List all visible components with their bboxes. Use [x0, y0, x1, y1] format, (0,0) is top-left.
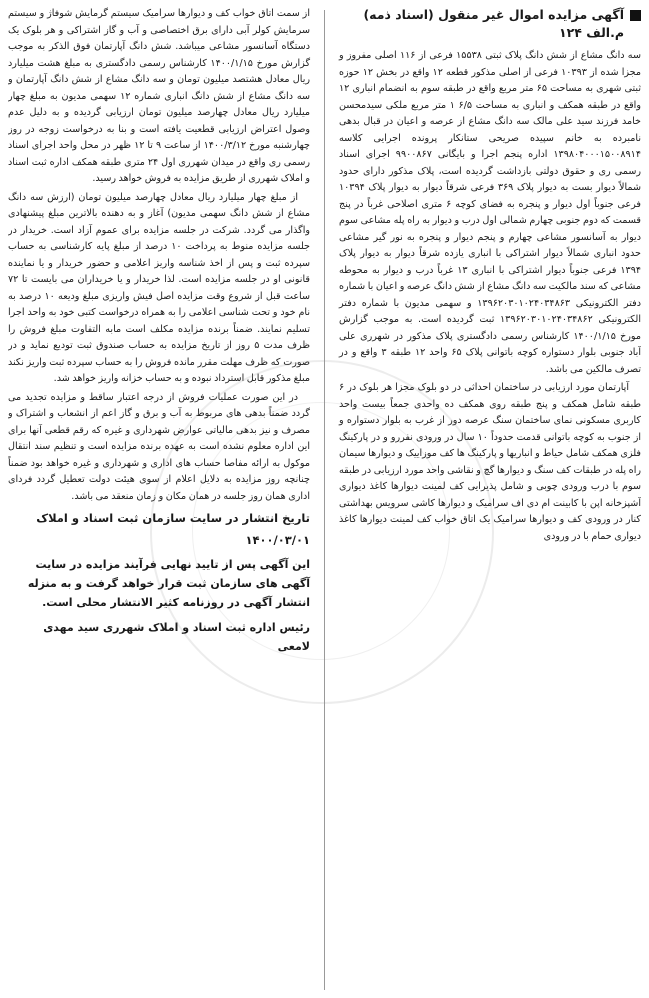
columns — [8, 6, 641, 994]
right-paragraph-1: سه دانگ مشاع از شش دانگ پلاک ثبتی ۱۵۵۳۸ فرعی از ۱۱۶ اصلی مفروز و مجزا شده از ۱۰۳۹۳ فرعی از اصلی مذکور قطعه ۱۲ واقع در بخش ۱۲ حوزه ثبتی شهری به مساحت ۶۵ متر مربع واقع در طبقه سوم به انضمام انباری ۱۲ واقع در طبقه همکف و انباری به مساحت ۶/۵ ۱ متر مربع ملکی سیدمحسن خامد فرزند سید علی مالک سه دانگ مشاع از عرصه و اعیان در قبال بدهی نامبرده به خانم سپیده صریحی ستانکار پرونده اجرایی کلاسه ۱۳۹۸۰۴۰۰۰۱۵۰۰۸۹۱۴ اداره پنجم اجرا و بایگانی ۹۹۰۰۸۶۷ اجرای اسناد رسمی ری و حقوق دولتی بازداشت گردیده است، پلاک مذکور دارای حدود شمالاً دیوار بست به دیوار پلاک ۳۶۹ فرعی شرقاً دیوار به دیوار پلاک ۱۰۳۹۴ فرعی جنوباً اول دیوار و پنجره به فضای کوچه ۶ متری اصلاحی غرباً در پنج قسمت که دوم جنوبی چهارم شمالی اول درب و دیوار به راه پله مشاعی سوم دیوار به آسانسور مشاعی چهارم و پنجم دیوار و پنجره به نور گیر مشاعی حدود انباری شمالاً دیوار اشتراکی با انباری یازده شرقاً دیوار به دیوار پلاک ۱۳۹۴ فرعی جنوباً دیوار اشتراکی با انباری ۱۳ غرباً درب و دیوار به محوطه مشاعی که سند مالکیت سه دانگ مشاع از شش دانگ عرصه و اعیان با شماره دفتر الکترونیکی ۱۳۹۶۲۰۳۰۱۰۲۴۰۳۴۸۶۳ و سهمی مدیون با شماره دفتر الکترونیکی ۱۳۹۶۲۰۳۰۱۰۲۴۰۳۴۸۶۲ ثبت گردیده است. به موجب گزارش مورخ ۱۴۰۰/۱/۱۵ کارشناس رسمی دادگستری پلاک مذکور در شهرری علی آباد جنوبی بلوار دستواره کوچه باتوانی پلاک ۶۵ واحد ۱۲ طبقه ۳ واقع و در تصرف مالکین می باشد. — [339, 50, 641, 375]
headline: آگهی مزایده اموال غیر منقول (اسناد ذمه) م.الف ۱۲۴ — [363, 7, 624, 40]
square-bullet-icon — [630, 10, 641, 21]
right-paragraph-2: آپارتمان مورد ارزیابی در ساختمان احداثی در دو بلوک مجزا هر بلوک در ۶ طبقه شامل همکف و پنج طبقه روی همکف ده واحدی جمعاً بیست واحد کاربری مسکونی نمای ساختمان سنگ عرصه دور از غرب به بلوار دستواره و از جنوب به کوچه باتوانی قدمت حدوداً ۱۰ سال در ورودی نفررو و در پارکینگ فلزی همکف شامل حیاط و انباریها و پارکینگ ها کف موزاییک و دیوارها سیمان راه پله در طبقات کف سنگ و دیوارها گچ و نقاشی واحد مورد ارزیابی در طبقه سوم با درب ورودی چوبی و شامل پذیرایی کف لمینت دیوارها کاغذ دیواری آشپزخانه اپن با کابینت ام دی اف سرامیک و دیوارها کاشی سرویس بهداشتی کنار در ورودی کف و دیوارها سرامیک یک اتاق خواب کف لمینت دیوارها کاغذ دیواری حمام با در ورودی — [339, 382, 641, 542]
left-paragraph-1: از سمت اتاق خواب کف و دیوارها سرامیک سیستم گرمایش شوفاژ و سیستم سرمایش کولر آبی دارای برق اختصاصی و آب و گاز اشتراکی و هر بلوک یک دستگاه آسانسور مشاعی میباشد. شش دانگ آپارتمان فوق الذکر به موجب گزارش مورخ ۱۴۰۰/۱/۱۵ کارشناس رسمی دادگستری به مبلغ هشت میلیارد ریال معادل هشتصد میلیون تومان و سه دانگ مشاع از شش دانگ آپارتمان و سه دانگ مشاع از شش دانگ انباری شماره ۱۲ سهمی مدیون به مبلغ چهار میلیارد ریال معادل چهارصد میلیون تومان ارزیابی گردیده و به دلیل عدم وصول اعتراض ارزیابی قطعیت یافته است و بنا به درخواست زوجه در روز چهارشنبه مورخ ۱۴۰۰/۳/۱۲ از ساعت ۹ تا ۱۲ ظهر در محل واحد اجرای اسناد رسمی ری واقع در میدان شهرری اول ۲۴ متری طبقه همکف اداره ثبت اسناد و املاک شهرری از طریق مزایده به فروش خواهد رسید. — [8, 8, 311, 184]
publish-date-value: ۱۴۰۰/۰۳/۰۱ — [245, 533, 310, 547]
left-column — [8, 6, 316, 994]
publish-date-label: تاریخ انتشار در سایت سازمان ثبت اسناد و املاک — [36, 511, 310, 525]
headline-block — [339, 6, 641, 42]
signature: رئیس اداره ثبت اسناد و املاک شهرری سید مهدی لامعی — [43, 621, 310, 653]
left-paragraph-2: از مبلغ چهار میلیارد ریال معادل چهارصد میلیون تومان (ارزش سه دانگ مشاع از شش دانگ سهمی مدیون) آغاز و به دهنده بالاترین مبلغ پیشنهادی واگذار می گردد. شرکت در جلسه مزایده برای عموم آزاد است. خریدار در جلسه مزایده منوط به پرداخت ۱۰ درصد از مبلغ پایه کارشناسی به حساب سپرده ثبت و پس از اخذ شناسه واریز اعلامی و حضور خریدار و یا نماینده قانونی او در جلسه مزایده است. لذا خریدار و یا خریداران می بایست تا ۷۲ ساعت قبل از شروع وقت مزایده اصل فیش واریزی مبلغ ودیعه ۱۰ درصد به نام خود و تحت شناسی اعلامی را به همراه درخواست کتبی خود به واحد اجرا تسلیم نمایند. ضمناً برنده مزایده مکلف است مابه التفاوت مبلغ فروش را ظرف مدت ۵ روز از تاریخ مزایده به حساب صندوق ثبت تودیع نماید و در صورت که ظرف مهلت مقرر مانده فروش را به حساب سپرده ثبت واریز نکند مبلغ مذکور قابل استرداد نبوده و به حساب خزانه واریز خواهد شد. — [8, 191, 311, 384]
publication-notice: این آگهی پس از تایید نهایی فرآیند مزایده در سایت آگهی های سازمان ثبت قرار خواهد گرفت و به منزله انتشار آگهی در روزنامه کثیر الانتشار محلی است. — [27, 558, 310, 609]
right-column — [333, 6, 641, 994]
left-paragraph-3: در این صورت عملیات فروش از درجه اعتبار ساقط و مزایده تجدید می گردد ضمناً بدهی های مربوط به آب و برق و گاز اعم از انشعاب و اشتراک و مصرف و نیز بدهی مالیاتی عوارض شهرداری و غیره که رقم قطعی آنها برای این اداره معلوم نشده است به عهده برنده مزایده است و تنظیم سند انتقال موکول به ارائه مفاصا حساب های اداری و شهرداری و غیره خواهد بود ضمناً چنانچه روز مزایده به دلایل اعلام از سوی هیئت دولت تعطیل گردد فردای اداری همان روز جلسه در همان مکان و زمان منعقد می باشد. — [8, 391, 310, 502]
column-divider — [324, 10, 325, 990]
